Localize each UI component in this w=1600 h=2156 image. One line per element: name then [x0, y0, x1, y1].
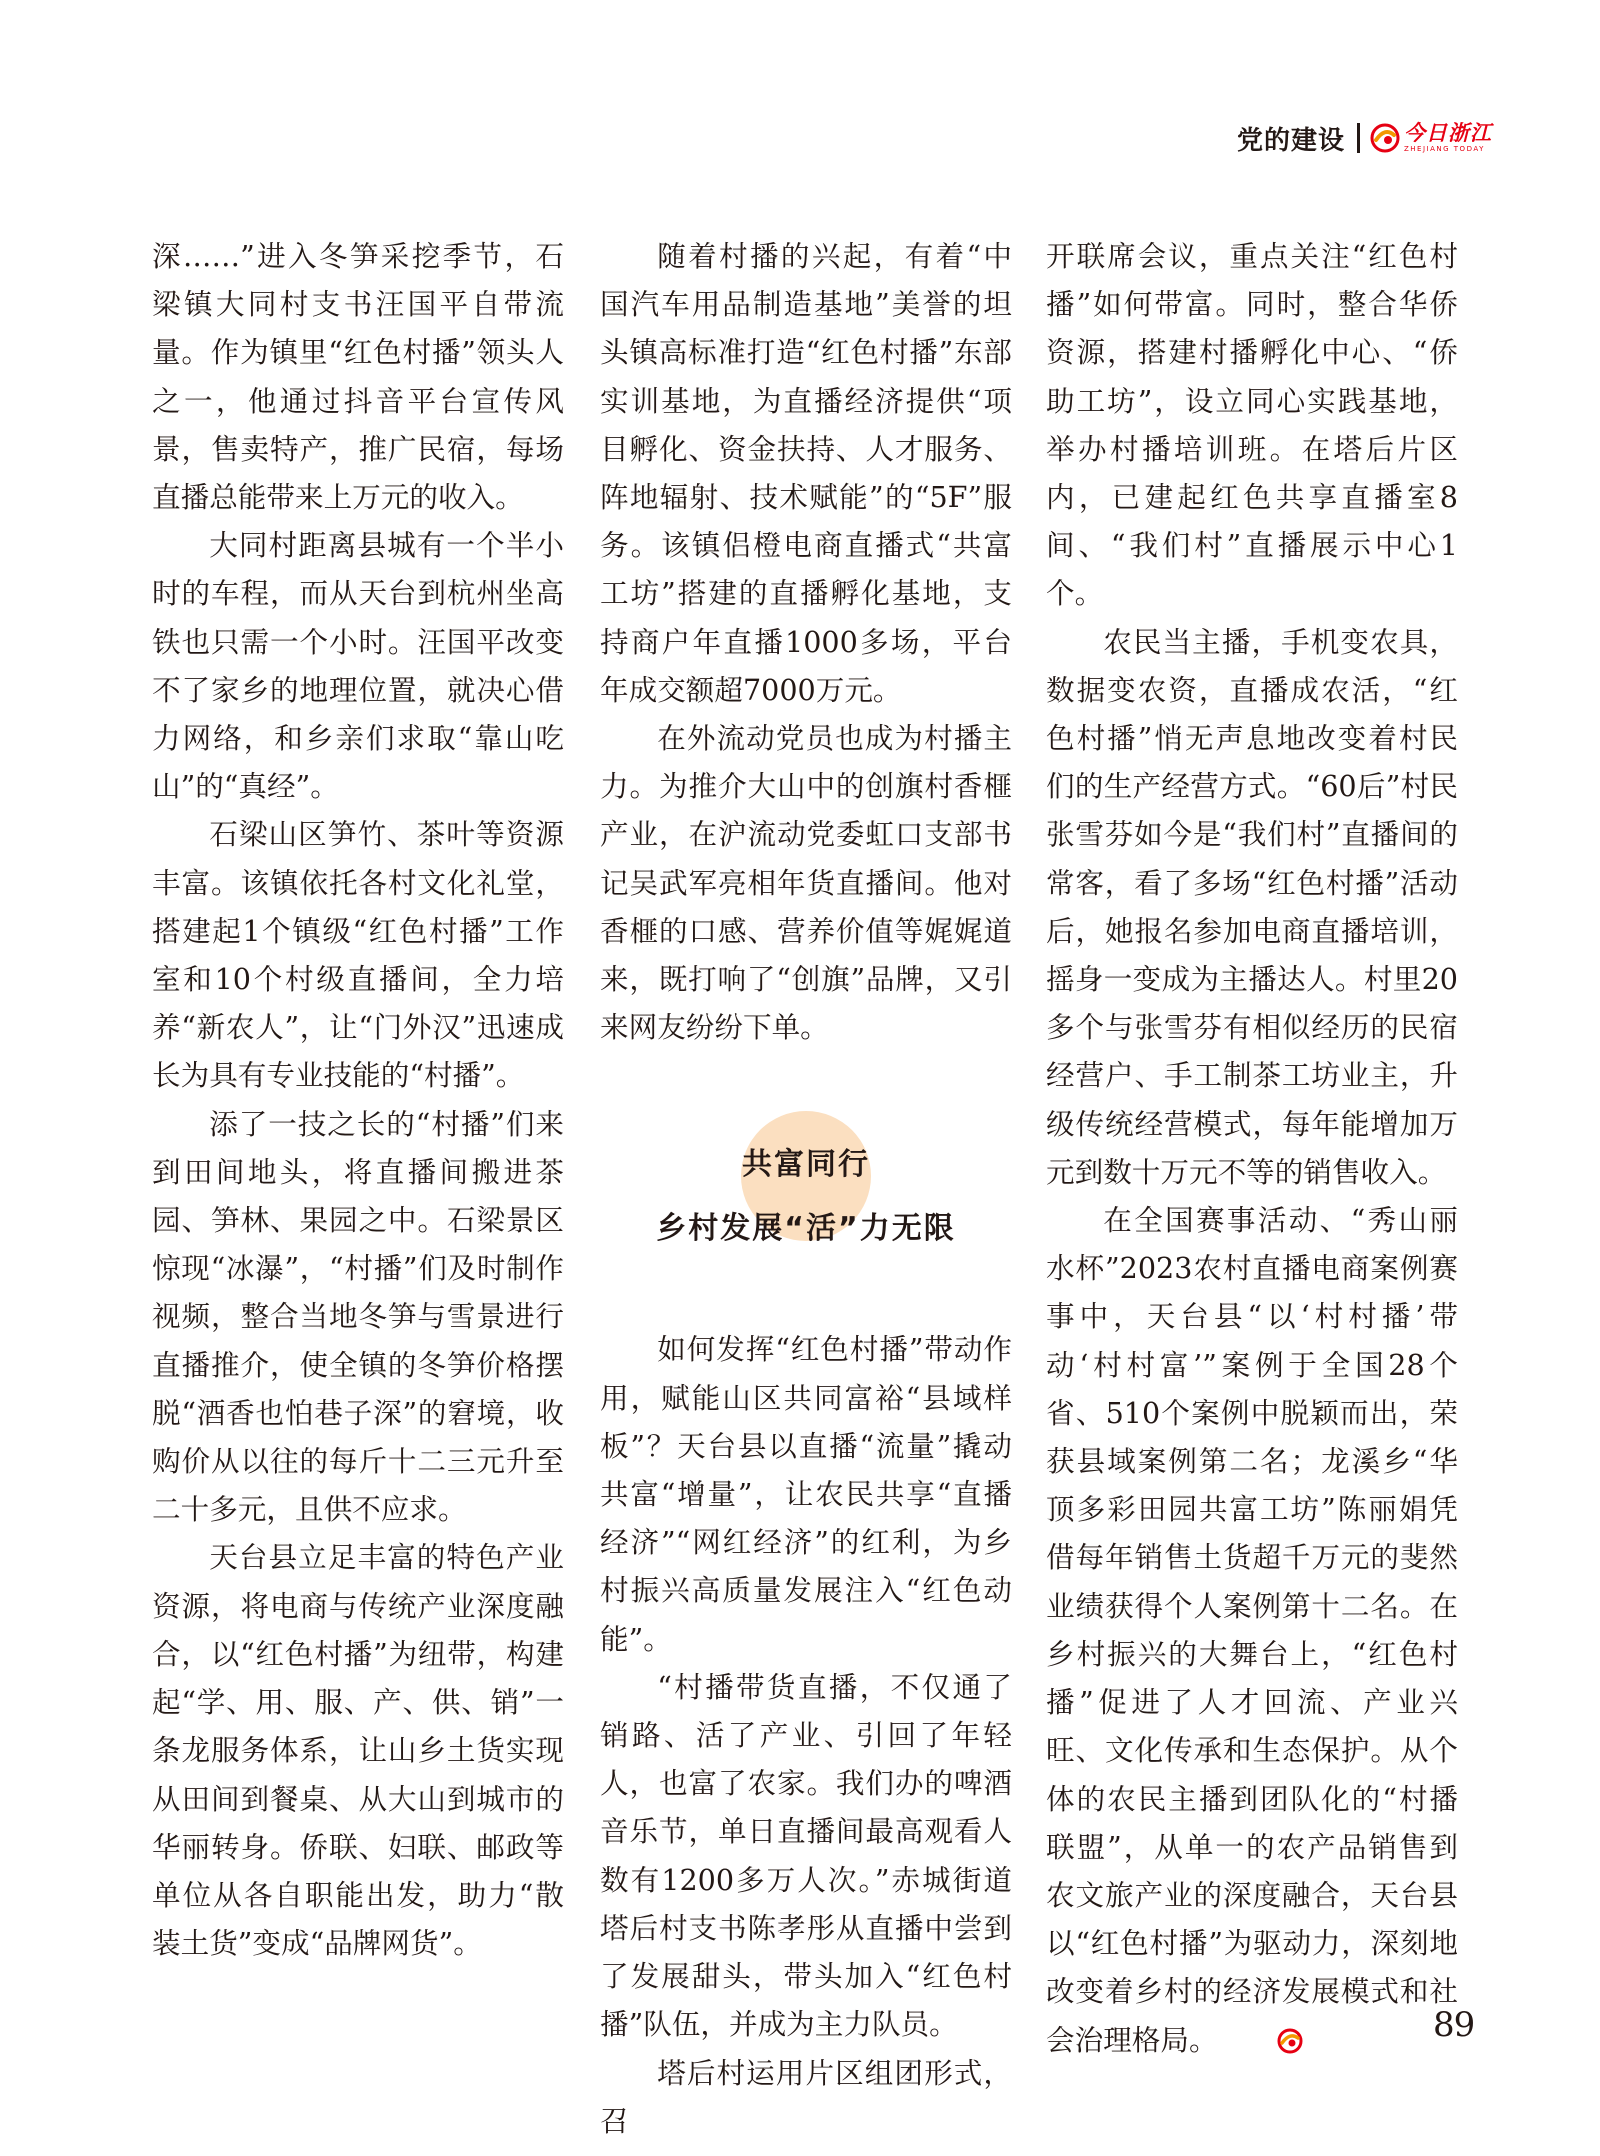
- section-subheading: [600, 1111, 1012, 1285]
- paragraph: 添了一技之长的“村播”们来到田间地头，将直播间搬进茶园、笋林、果园之中。石梁景区惊现“冰瀑”，“村播”们及时制作视频，整合当地冬笋与雪景进行直播推介，使全镇的冬笋价格摆脱“酒香也怕巷子深”的窘境，收购价从以往的每斤十二三元升至二十多元，且供不应求。: [152, 1106, 564, 1527]
- column-1: [152, 232, 564, 1967]
- paragraph: 深……”进入冬笋采挖季节，石梁镇大同村支书汪国平自带流量。作为镇里“红色村播”领头人之一，他通过抖音平台宣传风景，售卖特产，推广民宿，每场直播总能带来上万元的收入。: [152, 239, 564, 515]
- paragraph: 如何发挥“红色村播”带动作用，赋能山区共同富裕“县域样板”？天台县以直播“流量”撬动共富“增量”，让农民共享“直播经济”“网红经济”的红利，为乡村振兴高质量发展注入“红色动能”。: [600, 1332, 1012, 1656]
- logo-chinese: 今日浙江: [1404, 121, 1492, 145]
- subheading-line-2: 乡村发展“活”力无限: [656, 1211, 956, 1247]
- zhejiang-today-logo-icon: [1370, 123, 1400, 153]
- paragraph: 随着村播的兴起，有着“中国汽车用品制造基地”美誉的坦头镇高标准打造“红色村播”东部实训基地，为直播经济提供“项目孵化、资金扶持、人才服务、阵地辐射、技术赋能”的“5F”服务。该镇侣橙电商直播式“共富工坊”搭建的直播孵化基地，支持商户年直播1000多场，平台年成交额超7000万元。: [600, 239, 1012, 707]
- page-number: 89: [1433, 2005, 1475, 2045]
- section-label: 党的建设: [1236, 125, 1345, 156]
- column-3: [1046, 232, 1458, 2068]
- paragraph: 开联席会议，重点关注“红色村播”如何带富。同时，整合华侨资源，搭建村播孵化中心、“侨助工坊”，设立同心实践基地，举办村播培训班。在塔后片区内，已建起红色共享直播室8间、“我们村”直播展示中心1个。: [1046, 239, 1458, 611]
- paragraph: 石梁山区笋竹、茶叶等资源丰富。该镇依托各村文化礼堂，搭建起1个镇级“红色村播”工作室和10个村级直播间，全力培养“新农人”，让“门外汉”迅速成长为具有专业技能的“村播”。: [152, 817, 564, 1093]
- paragraph: “村播带货直播，不仅通了销路、活了产业、引回了年轻人，也富了农家。我们办的啤酒音乐节，单日直播间最高观看人数有1200多万人次。”赤城街道塔后村支书陈孝彤从直播中尝到了发展甜头，带头加入“红色村播”队伍，并成为主力队员。: [600, 1669, 1012, 2042]
- paragraph-text: 在全国赛事活动、“秀山丽水杯”2023农村直播电商案例赛事中，天台县“以‘村村播’带动‘村村富’”案例于全国28个省、510个案例中脱颖而出，荣获县域案例第二名；龙溪乡“华顶多彩田园共富工坊”陈丽娟凭借每年销售土货超千万元的斐然业绩获得个人案例第十二名。在乡村振兴的大舞台上，“红色村播”促进了人才回流、产业兴旺、文化传承和生态保护。从个体的农民主播到团队化的“村播联盟”，从单一的农产品销售到农文旅产业的深度融合，天台县以“红色村播”为驱动力，深刻地改变着乡村的经济发展模式和社会治理格局。: [1046, 1203, 1458, 2057]
- page-header: [1237, 118, 1492, 158]
- column-2: [600, 232, 1012, 2145]
- end-mark-icon: [1220, 2020, 1303, 2068]
- logo-text: [1404, 123, 1492, 153]
- header-divider: [1357, 123, 1360, 153]
- logo-english: ZHEJIANG TODAY: [1404, 145, 1485, 153]
- magazine-logo: [1370, 123, 1492, 153]
- paragraph: 天台县立足丰富的特色产业资源，将电商与传统产业深度融合，以“红色村播”为纽带，构建起“学、用、服、产、供、销”一条龙服务体系，让山乡土货实现从田间到餐桌、从大山到城市的华丽转身。侨联、妇联、邮政等单位从各自职能出发，助力“散装土货”变成“品牌网货”。: [152, 1540, 564, 1961]
- subheading-line-1: 共富同行: [742, 1147, 870, 1183]
- paragraph: 塔后村运用片区组团形式，召: [600, 2055, 1012, 2138]
- paragraph: 大同村距离县城有一个半小时的车程，而从天台到杭州坐高铁也只需一个小时。汪国平改变不了家乡的地理位置，就决心借力网络，和乡亲们求取“靠山吃山”的“真经”。: [152, 528, 564, 804]
- paragraph: 在外流动党员也成为村播主力。为推介大山中的创旗村香榧产业，在沪流动党委虹口支部书记吴武军亮相年货直播间。他对香榧的口感、营养价值等娓娓道来，既打响了“创旗”品牌，又引来网友纷纷下单。: [600, 721, 1012, 1045]
- paragraph-final: [1046, 1196, 1458, 2068]
- paragraph: 农民当主播，手机变农具，数据变农资，直播成农活，“红色村播”悄无声息地改变着村民们的生产经营方式。“60后”村民张雪芬如今是“我们村”直播间的常客，看了多场“红色村播”活动后，她报名参加电商直播培训，摇身一变成为主播达人。村里20多个与张雪芬有相似经历的民宿经营户、手工制茶工坊业主，升级传统经营模式，每年能增加万元到数十万元不等的销售收入。: [1046, 624, 1458, 1189]
